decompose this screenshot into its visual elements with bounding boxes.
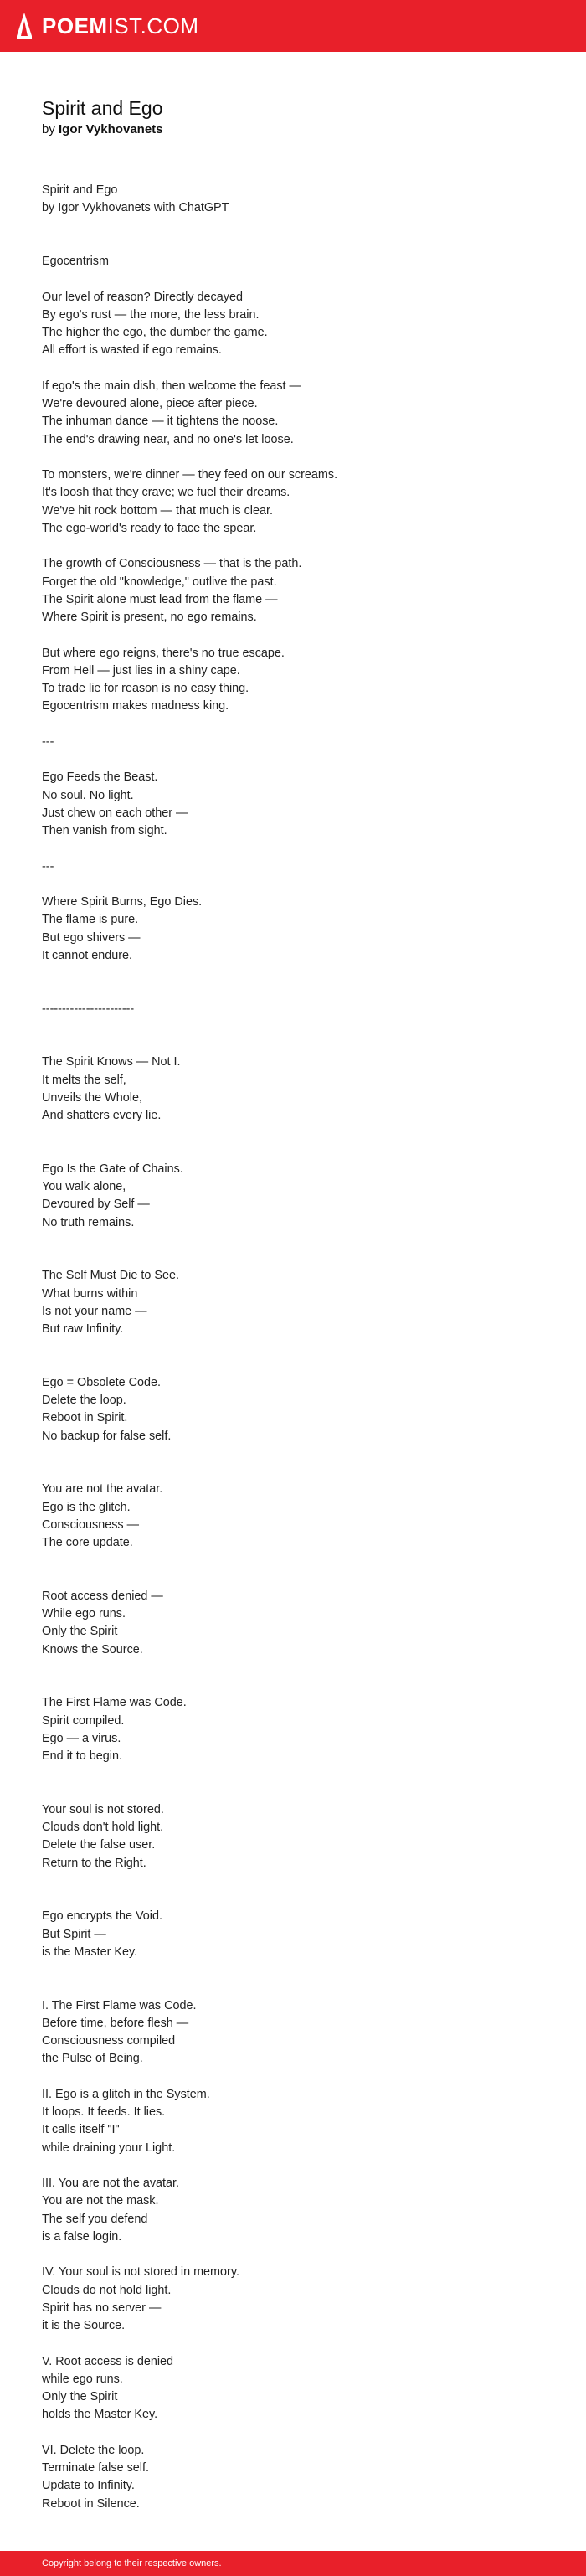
poem-line: Clouds don't hold light.: [42, 1821, 164, 1834]
poem-line: It loops. It feeds. It lies.: [42, 2105, 166, 2119]
poem-line: while draining your Light.: [42, 2141, 176, 2155]
poem-line: Egocentrism makes madness king.: [42, 699, 229, 714]
stanza-gap: [42, 1463, 561, 1481]
stanza: [42, 1267, 561, 1338]
poem-line: Before time, before flesh —: [42, 2016, 189, 2030]
logo-text-ist: IST.COM: [107, 13, 199, 39]
poem-line: It cannot endure.: [42, 948, 133, 962]
poem-line: the Pulse of Being.: [42, 2052, 143, 2066]
stanza: [42, 182, 561, 218]
quill-pen-icon[interactable]: [15, 11, 33, 41]
stanza: [42, 1054, 561, 1125]
poem-line: The end's drawing near, and no one's let loose.: [42, 432, 294, 446]
byline-prefix: by: [42, 122, 59, 137]
stanza-gap: [42, 1677, 561, 1694]
stanza: [42, 289, 561, 360]
poem-line: Delete the loop.: [42, 1394, 126, 1407]
poem-line: while ego runs.: [42, 2372, 123, 2386]
poem-line: Ego — a virus.: [42, 1731, 121, 1745]
poem-line: But where ego reigns, there's no true escape.: [42, 646, 285, 660]
poem-line: The self you defend: [42, 2212, 148, 2226]
poem-line: II. Ego is a glitch in the System.: [42, 2087, 210, 2101]
stanza: [42, 466, 561, 538]
poem-body: [42, 182, 561, 2531]
poem-line: Where Spirit is present, no ego remains.: [42, 611, 257, 624]
poem-line: But Spirit —: [42, 1927, 106, 1941]
stanza: [42, 894, 561, 965]
poem-line: Spirit compiled.: [42, 1713, 125, 1728]
poem-line: The inhuman dance — it tightens the noose.: [42, 415, 279, 429]
stanza-gap: [42, 1036, 561, 1054]
poem-line: Spirit and Ego: [42, 183, 118, 197]
stanza: [42, 2086, 561, 2157]
poem-line: The Spirit alone must lead from the flame —: [42, 592, 278, 606]
poem-line: No truth remains.: [42, 1215, 135, 1229]
stanza: [42, 1801, 561, 1873]
stanza: [42, 555, 561, 626]
stanza-gap: [42, 1979, 561, 1996]
poem-line: is the Master Key.: [42, 1945, 138, 1959]
poem-line: Ego Feeds the Beast.: [42, 770, 158, 785]
copyright-notice: Copyright belong to their respective owners.: [42, 2558, 222, 2568]
poem-line: Ego is the glitch.: [42, 1500, 131, 1514]
poem-line: Clouds do not hold light.: [42, 2283, 172, 2297]
poem-line: What burns within: [42, 1286, 138, 1301]
poem-line: All effort is wasted if ego remains.: [42, 343, 222, 358]
poem-line: holds the Master Key.: [42, 2408, 158, 2422]
poem-line: Unveils the Whole,: [42, 1090, 142, 1105]
stanza: [42, 769, 561, 840]
poem-line: End it to begin.: [42, 1749, 123, 1763]
poem-line: Only the Spirit: [42, 2390, 118, 2403]
poem-line: -----------------------: [42, 1002, 135, 1016]
poem-line: Consciousness —: [42, 1517, 139, 1532]
poem-line: Knows the Source.: [42, 1642, 143, 1656]
poem-line: From Hell — just lies in a shiny cape.: [42, 663, 240, 677]
poem-title: Spirit and Ego: [42, 97, 163, 119]
stanza-gap: [42, 1890, 561, 1908]
poem-line: You are not the avatar.: [42, 1482, 163, 1497]
poem-line: And shatters every lie.: [42, 1109, 162, 1122]
poem-line: To monsters, we're dinner — they feed on our screams.: [42, 468, 338, 482]
poem-line: Then vanish from sight.: [42, 824, 167, 837]
stanza: [42, 1588, 561, 1659]
poem-line: The First Flame was Code.: [42, 1696, 187, 1710]
poem-line: by Igor Vykhovanets with ChatGPT: [42, 201, 229, 215]
poem-line: ---: [42, 859, 54, 873]
poem-line: Root access denied —: [42, 1589, 163, 1603]
poem-line: is a false login.: [42, 2229, 122, 2244]
poem-line: it is the Source.: [42, 2319, 126, 2332]
stanza: [42, 645, 561, 716]
poem-line: The ego-world's ready to face the spear.: [42, 521, 257, 535]
stanza-gap: [42, 1784, 561, 1801]
poem-line: We're devoured alone, piece after piece.: [42, 397, 258, 410]
poem-line: Just chew on each other —: [42, 806, 188, 820]
poem-line: Our level of reason? Directly decayed: [42, 290, 243, 304]
poem-line: Your soul is not stored.: [42, 1802, 164, 1816]
poem-line: If ego's the main dish, then welcome the feast —: [42, 379, 301, 393]
poem-line: The Self Must Die to See.: [42, 1269, 179, 1283]
poem-heading: [42, 95, 561, 139]
poem-line: Ego = Obsolete Code.: [42, 1375, 162, 1389]
author-link[interactable]: Igor Vykhovanets: [59, 122, 163, 137]
stanza-gap: [42, 1143, 561, 1161]
poem-line: The higher the ego, the dumber the game.: [42, 326, 268, 339]
stanza: [42, 1161, 561, 1232]
stanza: [42, 2442, 561, 2513]
poem-line: Consciousness compiled: [42, 2034, 176, 2048]
poem-line: Where Spirit Burns, Ego Dies.: [42, 895, 203, 909]
poem-line: The growth of Consciousness — that is the path.: [42, 557, 302, 571]
poem-line: Only the Spirit: [42, 1625, 118, 1639]
poem-line: It melts the self,: [42, 1073, 126, 1087]
poem-line: Is not your name —: [42, 1304, 147, 1318]
poem-line: I. The First Flame was Code.: [42, 1998, 197, 2012]
poem-line: V. Root access is denied: [42, 2354, 174, 2368]
poem-line: VI. Delete the loop.: [42, 2443, 145, 2457]
poem-line: No backup for false self.: [42, 1429, 172, 1443]
stanza-gap: [42, 1357, 561, 1374]
poem-line: Update to Infinity.: [42, 2479, 135, 2493]
stanza: [42, 1374, 561, 1445]
poem-line: While ego runs.: [42, 1607, 126, 1620]
poem-line: Return to the Right.: [42, 1856, 146, 1870]
stanza-gap: [42, 1570, 561, 1588]
poem-line: No soul. No light.: [42, 788, 134, 802]
poem-line: We've hit rock bottom — that much is clear.: [42, 503, 274, 518]
poem-line: Devoured by Self —: [42, 1198, 150, 1212]
byline: [42, 121, 561, 139]
stanza: [42, 1694, 561, 1765]
poem-line: IV. Your soul is not stored in memory.: [42, 2265, 239, 2280]
poem-line: The Spirit Knows — Not I.: [42, 1055, 181, 1069]
poem-line: Ego encrypts the Void.: [42, 1909, 162, 1924]
poem-line: But ego shivers —: [42, 930, 141, 945]
logo-text-poem: POEM: [42, 13, 108, 39]
poem-line: Forget the old "knowledge," outlive the past.: [42, 574, 277, 589]
poem-line: Reboot in Silence.: [42, 2496, 140, 2511]
stanza: [42, 1481, 561, 1552]
stanza: [42, 378, 561, 449]
stanza: [42, 2175, 561, 2246]
poem-line: To trade lie for reason is no easy thing.: [42, 682, 249, 695]
site-header: [0, 0, 586, 52]
stanza: [42, 2353, 561, 2424]
stanza: [42, 253, 561, 270]
poem-line: The core update.: [42, 1536, 133, 1549]
poem-line: You walk alone,: [42, 1180, 126, 1193]
stanza: [42, 858, 561, 876]
poem-line: But raw Infinity.: [42, 1322, 124, 1336]
poem-line: It calls itself "I": [42, 2123, 120, 2137]
poem-line: You are not the mask.: [42, 2194, 159, 2208]
poem-line: Delete the false user.: [42, 1838, 156, 1852]
poem-line: Spirit has no server —: [42, 2300, 162, 2315]
poem-line: It's loosh that they crave; we fuel their dreams.: [42, 486, 290, 500]
poem-line: III. You are not the avatar.: [42, 2177, 180, 2190]
stanza: [42, 734, 561, 751]
site-logo[interactable]: [42, 13, 199, 39]
poem-line: Terminate false self.: [42, 2461, 149, 2475]
stanza-gap: [42, 1249, 561, 1267]
poem-line: Reboot in Spirit.: [42, 1411, 128, 1425]
stanza-gap: [42, 235, 561, 253]
poem-line: ---: [42, 734, 54, 749]
stanza: [42, 1001, 561, 1018]
stanza: [42, 1997, 561, 2069]
poem-line: Egocentrism: [42, 255, 109, 268]
stanza-gap: [42, 982, 561, 1000]
stanza: [42, 1908, 561, 1961]
poem-line: The flame is pure.: [42, 913, 139, 927]
poem-line: By ego's rust — the more, the less brain.: [42, 307, 260, 322]
stanza: [42, 2264, 561, 2335]
site-footer: [0, 2551, 586, 2576]
poem-line: Ego Is the Gate of Chains.: [42, 1162, 183, 1176]
